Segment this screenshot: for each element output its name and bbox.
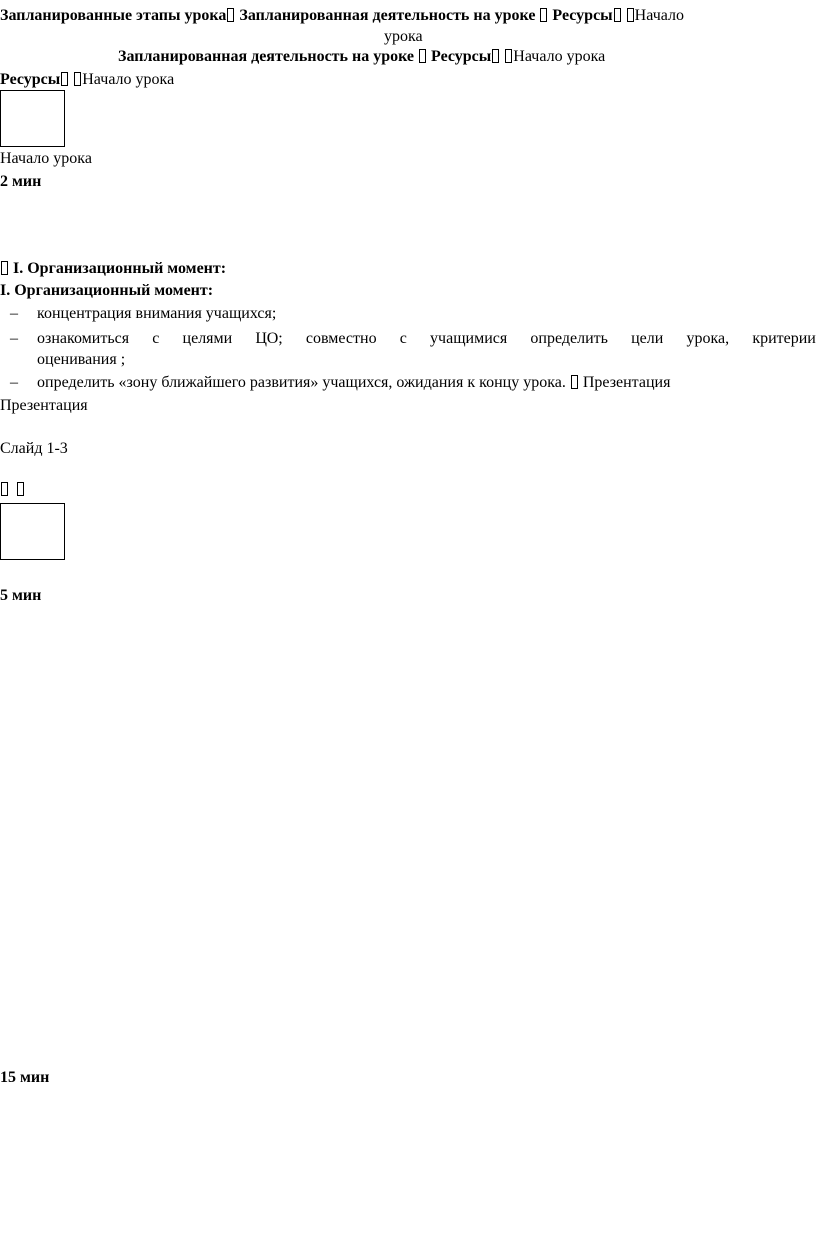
list-item-2-continued: оценивания ; bbox=[37, 351, 126, 368]
stage2-heading-glyph-title: I. Организационный момент: bbox=[13, 260, 227, 277]
header-resources-title-2: Ресурсы bbox=[431, 48, 492, 65]
header-line-1 bbox=[0, 6, 684, 26]
missing-glyph-icon bbox=[1, 482, 8, 496]
list-item-2-word: совместно bbox=[305, 330, 377, 347]
header-line-1-wrap: урока bbox=[384, 28, 423, 45]
missing-glyph-icon bbox=[540, 8, 547, 22]
missing-glyph-icon bbox=[74, 72, 81, 86]
list-item-2-word: целями bbox=[182, 330, 233, 347]
list-dash-1: – bbox=[10, 305, 18, 322]
header-activity-title: Запланированная деятельность на уроке bbox=[239, 7, 536, 24]
stage3-duration: 15 мин bbox=[0, 1069, 50, 1086]
missing-glyph-icon bbox=[571, 375, 578, 389]
header-start-label-3: Начало урока bbox=[82, 71, 175, 88]
glyph-pair bbox=[0, 480, 25, 500]
missing-glyph-icon bbox=[419, 49, 426, 63]
missing-glyph-icon bbox=[505, 49, 512, 63]
missing-glyph-icon bbox=[492, 49, 499, 63]
missing-glyph-icon bbox=[61, 72, 68, 86]
header-start-label: Начало bbox=[634, 7, 684, 24]
header-activity-title-2: Запланированная деятельность на уроке bbox=[118, 48, 415, 65]
list-item-2-word: урока, bbox=[686, 330, 730, 347]
list-item-2-word: ЦО; bbox=[255, 330, 283, 347]
stage1-duration: 2 мин bbox=[0, 173, 42, 190]
list-item-2-word: учащимися bbox=[430, 330, 508, 347]
resource-inline: Презентация bbox=[582, 374, 671, 391]
stage2-heading-glyph bbox=[0, 259, 226, 279]
list-item-3-text: определить «зону ближайшего развития» учащихся, ожидания к концу урока. bbox=[37, 374, 566, 391]
stage2-heading: I. Организационный момент: bbox=[0, 282, 214, 299]
list-item-2-word: определить bbox=[530, 330, 608, 347]
header-start-label-2: Начало урока bbox=[513, 48, 606, 65]
stage2-slide: Слайд 1-3 bbox=[0, 440, 68, 457]
placeholder-image-box bbox=[0, 503, 65, 560]
list-item-2 bbox=[37, 329, 816, 349]
list-item-3 bbox=[37, 373, 670, 393]
header-line-3 bbox=[0, 70, 174, 90]
missing-glyph-icon bbox=[614, 8, 621, 22]
list-item-2-word: ознакомиться bbox=[37, 330, 130, 347]
placeholder-image-box bbox=[0, 90, 65, 147]
header-stages-title: Запланированные этапы урока bbox=[0, 7, 227, 24]
list-dash-3: – bbox=[10, 374, 18, 391]
list-dash-2: – bbox=[10, 330, 18, 347]
header-resources-title: Ресурсы bbox=[552, 7, 613, 24]
list-item-2-word: цели bbox=[631, 330, 664, 347]
missing-glyph-icon bbox=[627, 8, 634, 22]
list-item-2-word: с bbox=[152, 330, 160, 347]
missing-glyph-icon bbox=[1, 261, 8, 275]
list-item-1: концентрация внимания учащихся; bbox=[37, 305, 277, 322]
stage2-resource: Презентация bbox=[0, 397, 88, 414]
stage2-duration: 5 мин bbox=[0, 587, 42, 604]
list-item-2-word: критерии bbox=[752, 330, 816, 347]
header-resources-title-3: Ресурсы bbox=[0, 71, 61, 88]
missing-glyph-icon bbox=[17, 482, 24, 496]
stage1-label: Начало урока bbox=[0, 150, 92, 167]
header-line-2 bbox=[118, 47, 605, 67]
list-item-2-word: с bbox=[399, 330, 407, 347]
missing-glyph-icon bbox=[227, 8, 234, 22]
